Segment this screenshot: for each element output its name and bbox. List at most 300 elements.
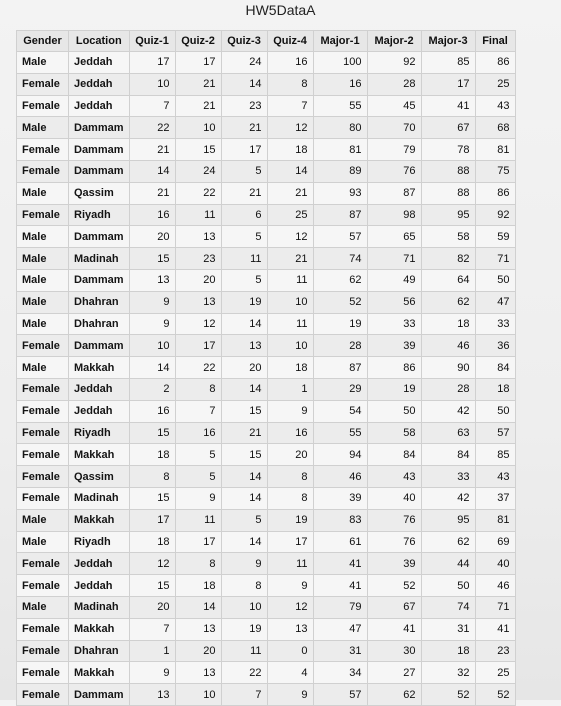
cell-quiz-1[interactable]: 20 (129, 596, 175, 618)
cell-major-2[interactable]: 92 (367, 52, 421, 74)
cell-quiz-1[interactable]: 21 (129, 182, 175, 204)
cell-major-3[interactable]: 90 (421, 357, 475, 379)
cell-final[interactable]: 47 (475, 291, 515, 313)
cell-quiz-3[interactable]: 8 (221, 575, 267, 597)
cell-final[interactable]: 59 (475, 226, 515, 248)
cell-major-1[interactable]: 55 (313, 422, 367, 444)
cell-quiz-2[interactable]: 12 (175, 313, 221, 335)
cell-gender[interactable]: Female (17, 73, 69, 95)
cell-location[interactable]: Qassim (69, 182, 130, 204)
cell-quiz-4[interactable]: 14 (267, 160, 313, 182)
cell-quiz-3[interactable]: 13 (221, 335, 267, 357)
cell-quiz-1[interactable]: 9 (129, 291, 175, 313)
cell-location[interactable]: Makkah (69, 618, 130, 640)
cell-major-2[interactable]: 86 (367, 357, 421, 379)
cell-major-2[interactable]: 65 (367, 226, 421, 248)
cell-quiz-3[interactable]: 19 (221, 291, 267, 313)
cell-major-3[interactable]: 50 (421, 575, 475, 597)
cell-major-1[interactable]: 52 (313, 291, 367, 313)
cell-quiz-2[interactable]: 8 (175, 553, 221, 575)
cell-location[interactable]: Riyadh (69, 531, 130, 553)
cell-quiz-3[interactable]: 21 (221, 117, 267, 139)
cell-major-1[interactable]: 29 (313, 378, 367, 400)
cell-quiz-1[interactable]: 16 (129, 204, 175, 226)
cell-final[interactable]: 18 (475, 378, 515, 400)
column-header-major-3[interactable]: Major-3 (421, 31, 475, 52)
cell-major-1[interactable]: 57 (313, 226, 367, 248)
cell-quiz-3[interactable]: 23 (221, 95, 267, 117)
cell-location[interactable]: Dhahran (69, 313, 130, 335)
cell-quiz-2[interactable]: 18 (175, 575, 221, 597)
cell-quiz-1[interactable]: 15 (129, 575, 175, 597)
cell-quiz-4[interactable]: 25 (267, 204, 313, 226)
column-header-quiz-1[interactable]: Quiz-1 (129, 31, 175, 52)
cell-major-1[interactable]: 28 (313, 335, 367, 357)
cell-quiz-4[interactable]: 8 (267, 466, 313, 488)
cell-gender[interactable]: Female (17, 400, 69, 422)
cell-location[interactable]: Dammam (69, 684, 130, 706)
cell-quiz-4[interactable]: 11 (267, 553, 313, 575)
cell-location[interactable]: Riyadh (69, 204, 130, 226)
cell-quiz-3[interactable]: 14 (221, 487, 267, 509)
cell-location[interactable]: Dhahran (69, 291, 130, 313)
cell-quiz-2[interactable]: 10 (175, 117, 221, 139)
cell-gender[interactable]: Male (17, 531, 69, 553)
cell-quiz-3[interactable]: 21 (221, 182, 267, 204)
cell-quiz-2[interactable]: 17 (175, 335, 221, 357)
cell-major-3[interactable]: 62 (421, 291, 475, 313)
cell-location[interactable]: Jeddah (69, 553, 130, 575)
cell-major-3[interactable]: 95 (421, 204, 475, 226)
cell-final[interactable]: 81 (475, 509, 515, 531)
cell-quiz-1[interactable]: 10 (129, 335, 175, 357)
cell-quiz-4[interactable]: 7 (267, 95, 313, 117)
cell-major-1[interactable]: 46 (313, 466, 367, 488)
cell-major-2[interactable]: 84 (367, 444, 421, 466)
cell-final[interactable]: 25 (475, 73, 515, 95)
cell-final[interactable]: 71 (475, 596, 515, 618)
cell-final[interactable]: 50 (475, 400, 515, 422)
cell-major-2[interactable]: 45 (367, 95, 421, 117)
cell-major-3[interactable]: 17 (421, 73, 475, 95)
cell-quiz-3[interactable]: 17 (221, 139, 267, 161)
cell-final[interactable]: 75 (475, 160, 515, 182)
cell-major-3[interactable]: 52 (421, 684, 475, 706)
cell-major-1[interactable]: 61 (313, 531, 367, 553)
cell-quiz-3[interactable]: 11 (221, 248, 267, 270)
cell-quiz-4[interactable]: 10 (267, 335, 313, 357)
cell-major-3[interactable]: 46 (421, 335, 475, 357)
cell-quiz-4[interactable]: 10 (267, 291, 313, 313)
cell-quiz-4[interactable]: 8 (267, 487, 313, 509)
cell-quiz-1[interactable]: 18 (129, 444, 175, 466)
cell-quiz-4[interactable]: 13 (267, 618, 313, 640)
cell-major-2[interactable]: 49 (367, 269, 421, 291)
cell-quiz-2[interactable]: 11 (175, 509, 221, 531)
cell-quiz-2[interactable]: 20 (175, 269, 221, 291)
cell-quiz-1[interactable]: 17 (129, 52, 175, 74)
cell-final[interactable]: 52 (475, 684, 515, 706)
cell-gender[interactable]: Male (17, 226, 69, 248)
cell-major-2[interactable]: 41 (367, 618, 421, 640)
cell-major-3[interactable]: 32 (421, 662, 475, 684)
cell-location[interactable]: Jeddah (69, 73, 130, 95)
cell-major-2[interactable]: 79 (367, 139, 421, 161)
cell-quiz-2[interactable]: 21 (175, 73, 221, 95)
cell-final[interactable]: 81 (475, 139, 515, 161)
cell-location[interactable]: Dammam (69, 117, 130, 139)
cell-major-2[interactable]: 50 (367, 400, 421, 422)
cell-quiz-1[interactable]: 7 (129, 618, 175, 640)
cell-quiz-1[interactable]: 16 (129, 400, 175, 422)
cell-gender[interactable]: Male (17, 117, 69, 139)
cell-quiz-2[interactable]: 13 (175, 662, 221, 684)
cell-major-3[interactable]: 78 (421, 139, 475, 161)
cell-quiz-4[interactable]: 12 (267, 117, 313, 139)
cell-gender[interactable]: Male (17, 248, 69, 270)
cell-quiz-3[interactable]: 6 (221, 204, 267, 226)
cell-major-3[interactable]: 62 (421, 531, 475, 553)
cell-major-1[interactable]: 54 (313, 400, 367, 422)
cell-major-1[interactable]: 93 (313, 182, 367, 204)
cell-major-2[interactable]: 56 (367, 291, 421, 313)
cell-major-2[interactable]: 40 (367, 487, 421, 509)
cell-major-3[interactable]: 41 (421, 95, 475, 117)
cell-gender[interactable]: Female (17, 204, 69, 226)
cell-major-2[interactable]: 28 (367, 73, 421, 95)
cell-location[interactable]: Dammam (69, 226, 130, 248)
cell-final[interactable]: 57 (475, 422, 515, 444)
cell-major-1[interactable]: 89 (313, 160, 367, 182)
cell-quiz-3[interactable]: 14 (221, 73, 267, 95)
cell-major-1[interactable]: 57 (313, 684, 367, 706)
cell-location[interactable]: Dammam (69, 335, 130, 357)
cell-final[interactable]: 25 (475, 662, 515, 684)
cell-quiz-3[interactable]: 21 (221, 422, 267, 444)
cell-location[interactable]: Madinah (69, 596, 130, 618)
cell-final[interactable]: 37 (475, 487, 515, 509)
cell-major-1[interactable]: 94 (313, 444, 367, 466)
cell-major-2[interactable]: 58 (367, 422, 421, 444)
cell-major-1[interactable]: 16 (313, 73, 367, 95)
cell-major-1[interactable]: 19 (313, 313, 367, 335)
cell-location[interactable]: Madinah (69, 248, 130, 270)
cell-major-3[interactable]: 84 (421, 444, 475, 466)
cell-quiz-2[interactable]: 9 (175, 487, 221, 509)
cell-gender[interactable]: Male (17, 509, 69, 531)
cell-quiz-2[interactable]: 22 (175, 357, 221, 379)
cell-major-3[interactable]: 42 (421, 487, 475, 509)
cell-quiz-1[interactable]: 7 (129, 95, 175, 117)
cell-major-2[interactable]: 71 (367, 248, 421, 270)
cell-quiz-3[interactable]: 14 (221, 313, 267, 335)
cell-gender[interactable]: Male (17, 291, 69, 313)
cell-gender[interactable]: Female (17, 95, 69, 117)
cell-quiz-4[interactable]: 9 (267, 400, 313, 422)
cell-quiz-2[interactable]: 13 (175, 618, 221, 640)
cell-quiz-3[interactable]: 14 (221, 378, 267, 400)
cell-major-2[interactable]: 39 (367, 553, 421, 575)
cell-location[interactable]: Dammam (69, 269, 130, 291)
cell-gender[interactable]: Male (17, 357, 69, 379)
cell-location[interactable]: Jeddah (69, 378, 130, 400)
cell-quiz-4[interactable]: 12 (267, 596, 313, 618)
cell-gender[interactable]: Male (17, 596, 69, 618)
cell-major-2[interactable]: 52 (367, 575, 421, 597)
cell-final[interactable]: 85 (475, 444, 515, 466)
cell-final[interactable]: 86 (475, 182, 515, 204)
cell-gender[interactable]: Female (17, 553, 69, 575)
cell-final[interactable]: 36 (475, 335, 515, 357)
cell-major-2[interactable]: 76 (367, 509, 421, 531)
cell-quiz-3[interactable]: 9 (221, 553, 267, 575)
cell-quiz-4[interactable]: 16 (267, 52, 313, 74)
cell-quiz-3[interactable]: 5 (221, 509, 267, 531)
cell-final[interactable]: 68 (475, 117, 515, 139)
cell-quiz-3[interactable]: 15 (221, 444, 267, 466)
cell-quiz-3[interactable]: 20 (221, 357, 267, 379)
cell-quiz-2[interactable]: 7 (175, 400, 221, 422)
cell-final[interactable]: 86 (475, 52, 515, 74)
cell-quiz-4[interactable]: 11 (267, 313, 313, 335)
cell-major-3[interactable]: 63 (421, 422, 475, 444)
cell-gender[interactable]: Male (17, 269, 69, 291)
cell-quiz-3[interactable]: 5 (221, 160, 267, 182)
cell-quiz-4[interactable]: 19 (267, 509, 313, 531)
cell-quiz-4[interactable]: 20 (267, 444, 313, 466)
cell-major-2[interactable]: 33 (367, 313, 421, 335)
cell-quiz-2[interactable]: 14 (175, 596, 221, 618)
cell-quiz-2[interactable]: 23 (175, 248, 221, 270)
cell-final[interactable]: 40 (475, 553, 515, 575)
cell-final[interactable]: 33 (475, 313, 515, 335)
cell-major-3[interactable]: 74 (421, 596, 475, 618)
cell-major-3[interactable]: 44 (421, 553, 475, 575)
column-header-location[interactable]: Location (69, 31, 130, 52)
cell-quiz-3[interactable]: 10 (221, 596, 267, 618)
cell-quiz-1[interactable]: 15 (129, 422, 175, 444)
cell-major-2[interactable]: 30 (367, 640, 421, 662)
cell-major-1[interactable]: 31 (313, 640, 367, 662)
cell-quiz-2[interactable]: 22 (175, 182, 221, 204)
cell-major-3[interactable]: 58 (421, 226, 475, 248)
cell-major-3[interactable]: 18 (421, 640, 475, 662)
cell-quiz-4[interactable]: 0 (267, 640, 313, 662)
cell-quiz-2[interactable]: 13 (175, 226, 221, 248)
cell-gender[interactable]: Female (17, 618, 69, 640)
cell-final[interactable]: 43 (475, 95, 515, 117)
cell-quiz-2[interactable]: 17 (175, 52, 221, 74)
cell-gender[interactable]: Female (17, 444, 69, 466)
cell-gender[interactable]: Female (17, 575, 69, 597)
cell-quiz-4[interactable]: 11 (267, 269, 313, 291)
cell-major-3[interactable]: 42 (421, 400, 475, 422)
cell-quiz-4[interactable]: 18 (267, 357, 313, 379)
cell-quiz-2[interactable]: 15 (175, 139, 221, 161)
cell-location[interactable]: Dammam (69, 139, 130, 161)
cell-quiz-4[interactable]: 12 (267, 226, 313, 248)
cell-location[interactable]: Jeddah (69, 52, 130, 74)
cell-major-1[interactable]: 47 (313, 618, 367, 640)
cell-major-3[interactable]: 88 (421, 160, 475, 182)
cell-gender[interactable]: Male (17, 52, 69, 74)
column-header-quiz-2[interactable]: Quiz-2 (175, 31, 221, 52)
cell-major-3[interactable]: 95 (421, 509, 475, 531)
cell-major-1[interactable]: 39 (313, 487, 367, 509)
cell-quiz-1[interactable]: 8 (129, 466, 175, 488)
cell-major-3[interactable]: 82 (421, 248, 475, 270)
cell-quiz-3[interactable]: 19 (221, 618, 267, 640)
cell-major-2[interactable]: 43 (367, 466, 421, 488)
cell-quiz-1[interactable]: 15 (129, 487, 175, 509)
cell-quiz-2[interactable]: 16 (175, 422, 221, 444)
cell-location[interactable]: Makkah (69, 357, 130, 379)
cell-quiz-2[interactable]: 17 (175, 531, 221, 553)
cell-quiz-1[interactable]: 15 (129, 248, 175, 270)
cell-quiz-2[interactable]: 5 (175, 444, 221, 466)
cell-quiz-3[interactable]: 7 (221, 684, 267, 706)
cell-quiz-1[interactable]: 13 (129, 269, 175, 291)
cell-final[interactable]: 43 (475, 466, 515, 488)
cell-gender[interactable]: Female (17, 422, 69, 444)
cell-major-2[interactable]: 67 (367, 596, 421, 618)
cell-major-3[interactable]: 31 (421, 618, 475, 640)
cell-gender[interactable]: Female (17, 466, 69, 488)
cell-major-2[interactable]: 76 (367, 160, 421, 182)
cell-quiz-2[interactable]: 10 (175, 684, 221, 706)
cell-gender[interactable]: Female (17, 335, 69, 357)
cell-major-3[interactable]: 85 (421, 52, 475, 74)
cell-location[interactable]: Jeddah (69, 400, 130, 422)
cell-major-1[interactable]: 87 (313, 357, 367, 379)
column-header-major-2[interactable]: Major-2 (367, 31, 421, 52)
cell-quiz-1[interactable]: 9 (129, 662, 175, 684)
cell-location[interactable]: Makkah (69, 444, 130, 466)
cell-location[interactable]: Jeddah (69, 575, 130, 597)
cell-quiz-4[interactable]: 1 (267, 378, 313, 400)
cell-gender[interactable]: Female (17, 662, 69, 684)
cell-major-2[interactable]: 62 (367, 684, 421, 706)
cell-quiz-4[interactable]: 16 (267, 422, 313, 444)
column-header-gender[interactable]: Gender (17, 31, 69, 52)
cell-location[interactable]: Makkah (69, 662, 130, 684)
cell-quiz-1[interactable]: 14 (129, 160, 175, 182)
cell-quiz-3[interactable]: 15 (221, 400, 267, 422)
cell-quiz-4[interactable]: 4 (267, 662, 313, 684)
cell-quiz-2[interactable]: 24 (175, 160, 221, 182)
cell-quiz-1[interactable]: 22 (129, 117, 175, 139)
cell-major-1[interactable]: 87 (313, 204, 367, 226)
cell-quiz-1[interactable]: 9 (129, 313, 175, 335)
cell-quiz-4[interactable]: 17 (267, 531, 313, 553)
cell-quiz-2[interactable]: 11 (175, 204, 221, 226)
cell-quiz-3[interactable]: 5 (221, 269, 267, 291)
cell-quiz-3[interactable]: 14 (221, 466, 267, 488)
cell-gender[interactable]: Male (17, 182, 69, 204)
cell-quiz-1[interactable]: 12 (129, 553, 175, 575)
cell-major-3[interactable]: 67 (421, 117, 475, 139)
cell-major-1[interactable]: 55 (313, 95, 367, 117)
cell-major-1[interactable]: 41 (313, 575, 367, 597)
cell-major-2[interactable]: 87 (367, 182, 421, 204)
cell-quiz-4[interactable]: 21 (267, 182, 313, 204)
cell-final[interactable]: 23 (475, 640, 515, 662)
cell-major-3[interactable]: 28 (421, 378, 475, 400)
cell-major-2[interactable]: 27 (367, 662, 421, 684)
cell-quiz-4[interactable]: 18 (267, 139, 313, 161)
cell-final[interactable]: 92 (475, 204, 515, 226)
column-header-major-1[interactable]: Major-1 (313, 31, 367, 52)
cell-quiz-1[interactable]: 10 (129, 73, 175, 95)
cell-quiz-3[interactable]: 5 (221, 226, 267, 248)
cell-quiz-1[interactable]: 1 (129, 640, 175, 662)
cell-quiz-2[interactable]: 8 (175, 378, 221, 400)
cell-major-2[interactable]: 19 (367, 378, 421, 400)
cell-final[interactable]: 71 (475, 248, 515, 270)
cell-major-2[interactable]: 39 (367, 335, 421, 357)
cell-quiz-1[interactable]: 21 (129, 139, 175, 161)
cell-major-3[interactable]: 18 (421, 313, 475, 335)
cell-quiz-1[interactable]: 14 (129, 357, 175, 379)
cell-gender[interactable]: Female (17, 378, 69, 400)
cell-major-1[interactable]: 41 (313, 553, 367, 575)
cell-quiz-2[interactable]: 5 (175, 466, 221, 488)
cell-quiz-1[interactable]: 18 (129, 531, 175, 553)
column-header-final[interactable]: Final (475, 31, 515, 52)
cell-major-3[interactable]: 64 (421, 269, 475, 291)
cell-final[interactable]: 46 (475, 575, 515, 597)
cell-gender[interactable]: Male (17, 313, 69, 335)
cell-location[interactable]: Makkah (69, 509, 130, 531)
cell-major-2[interactable]: 98 (367, 204, 421, 226)
cell-quiz-3[interactable]: 14 (221, 531, 267, 553)
cell-quiz-4[interactable]: 21 (267, 248, 313, 270)
cell-major-2[interactable]: 70 (367, 117, 421, 139)
column-header-quiz-4[interactable]: Quiz-4 (267, 31, 313, 52)
cell-quiz-2[interactable]: 13 (175, 291, 221, 313)
cell-major-1[interactable]: 74 (313, 248, 367, 270)
cell-gender[interactable]: Female (17, 160, 69, 182)
cell-quiz-3[interactable]: 24 (221, 52, 267, 74)
cell-location[interactable]: Qassim (69, 466, 130, 488)
cell-quiz-1[interactable]: 17 (129, 509, 175, 531)
cell-location[interactable]: Dammam (69, 160, 130, 182)
cell-gender[interactable]: Female (17, 139, 69, 161)
cell-major-1[interactable]: 34 (313, 662, 367, 684)
cell-quiz-3[interactable]: 22 (221, 662, 267, 684)
cell-gender[interactable]: Female (17, 684, 69, 706)
cell-major-2[interactable]: 76 (367, 531, 421, 553)
cell-major-3[interactable]: 33 (421, 466, 475, 488)
cell-quiz-4[interactable]: 8 (267, 73, 313, 95)
cell-final[interactable]: 69 (475, 531, 515, 553)
cell-location[interactable]: Jeddah (69, 95, 130, 117)
cell-quiz-2[interactable]: 21 (175, 95, 221, 117)
cell-location[interactable]: Dhahran (69, 640, 130, 662)
cell-gender[interactable]: Female (17, 640, 69, 662)
cell-major-1[interactable]: 62 (313, 269, 367, 291)
cell-major-3[interactable]: 88 (421, 182, 475, 204)
cell-major-1[interactable]: 81 (313, 139, 367, 161)
cell-quiz-1[interactable]: 20 (129, 226, 175, 248)
cell-major-1[interactable]: 79 (313, 596, 367, 618)
cell-quiz-1[interactable]: 13 (129, 684, 175, 706)
cell-final[interactable]: 50 (475, 269, 515, 291)
cell-quiz-2[interactable]: 20 (175, 640, 221, 662)
cell-quiz-3[interactable]: 11 (221, 640, 267, 662)
cell-major-1[interactable]: 83 (313, 509, 367, 531)
cell-location[interactable]: Madinah (69, 487, 130, 509)
